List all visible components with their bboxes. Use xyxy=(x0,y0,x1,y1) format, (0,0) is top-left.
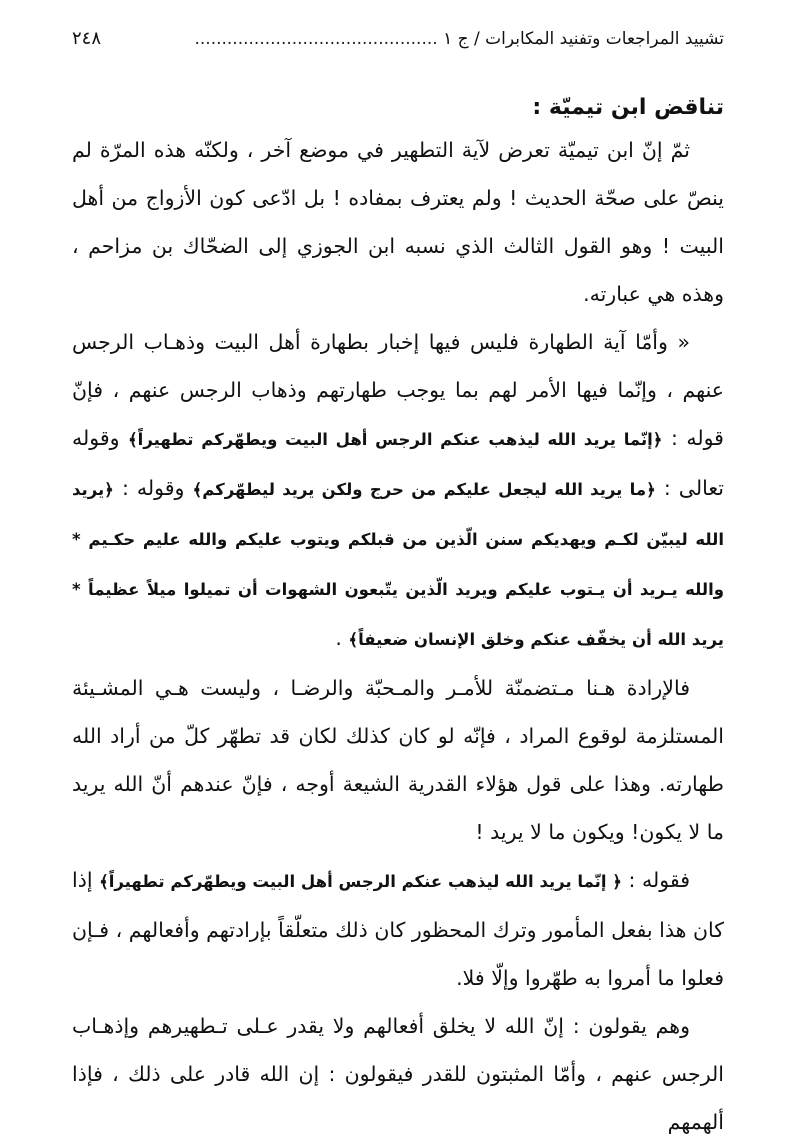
running-title xyxy=(115,24,724,54)
quote-connector-1: وقوله تعالى : xyxy=(72,426,724,500)
paragraph-3: فالإرادة هـنا مـتضمنّة للأمـر والمـحبّة والرضـا ، وليست هـي المشـيئة المستلزمة لوقوع المراد ، فإنّه لو كان كذلك لكان قد تطهّر كلّ من أراد الله طهارته. وهذا على قول هؤلاء القدرية الشيعة أوجه ، فإنّ عندهم أنّ الله يريد ما لا يكون! ويكون ما لا يريد ! xyxy=(72,676,724,844)
section-title: تناقض ابن تيميّة : xyxy=(532,95,724,120)
book-title: تشييد المراجعات وتفنيد المكابرات / ج ١ xyxy=(443,29,724,49)
book-page xyxy=(72,24,724,1134)
quote-end-mark: . xyxy=(335,626,342,650)
paragraph-4-rest: إذا كان هذا بفعل المأمور وترك المحظور كان ذلك متعلّقاً بإرادتهم وأفعالهم ، فـإن فعلوا ما أمروا به طهّروا وإلّا فلا. xyxy=(72,868,724,990)
paragraph-2 xyxy=(72,318,724,664)
leader-dots: ............................................. xyxy=(194,29,438,49)
paragraph-4-intro: فقوله : xyxy=(628,868,690,892)
verse-tathir: ﴿إنّما يريد الله ليذهب عنكم الرجس أهل البيت ويطهّركم تطهيراً﴾ xyxy=(128,430,663,449)
quotation-block xyxy=(72,318,724,1146)
page-header xyxy=(72,24,724,54)
paragraph-5: وهم يقولون : إنّ الله لا يخلق أفعالهم ولا يقدر عـلى تـطهيرهم وإذهـاب الرجس عنهم ، وأمّا المثبتون للقدر فيقولون : إن الله قادر على ذلك ، فإذا ألهمهم xyxy=(72,1014,724,1134)
page-number: ٢٤٨ xyxy=(72,28,102,49)
verse-haraj: ﴿ما يريد الله ليجعل عليكم من حرج ولكن يريد ليطهّركم﴾ xyxy=(192,480,656,499)
verse-yubayyin: ﴿يريد الله ليبيّن لكـم ويهديكم سنن الّذين من قبلكم ويتوب عليكم والله عليم حكـيم * والله يـريد أن يـتوب عليكم ويريد الّذين يتّبعون الشهوات أن تميلوا ميلاً عظيماً * يريد الله أن يخفّف عنكم وخلق الإنسان ضعيفاً﴾ xyxy=(72,480,724,649)
verse-tathir-repeat: ﴿ إنّما يريد الله ليذهب عنكم الرجس أهل البيت ويطهّركم تطهيراً﴾ xyxy=(99,872,622,891)
quote-intro: « وأمّا آية الطهارة فليس فيها إخبار بطهارة أهل البيت وذهـاب الرجس عنهم ، وإنّما فيها الأمر لهم بما يوجب طهارتهم وذهاب الرجس عنهم ، فإنّ قوله : xyxy=(72,330,724,450)
quote-connector-2: وقوله : xyxy=(121,476,185,500)
paragraph-1: ثمّ إنّ ابن تيميّة تعرض لآية التطهير في موضع آخر ، ولكنّه هذه المرّة لم ينصّ على صحّة الحديث ! ولم يعترف بمفاده ! بل ادّعى كون الأزواج من أهل البيت ! وهو القول الثالث الذي نسبه ابن الجوزي إلى الضحّاك بن مزاحم ، وهذه هي عبارته. xyxy=(72,138,724,306)
paragraph-4 xyxy=(72,856,724,1002)
